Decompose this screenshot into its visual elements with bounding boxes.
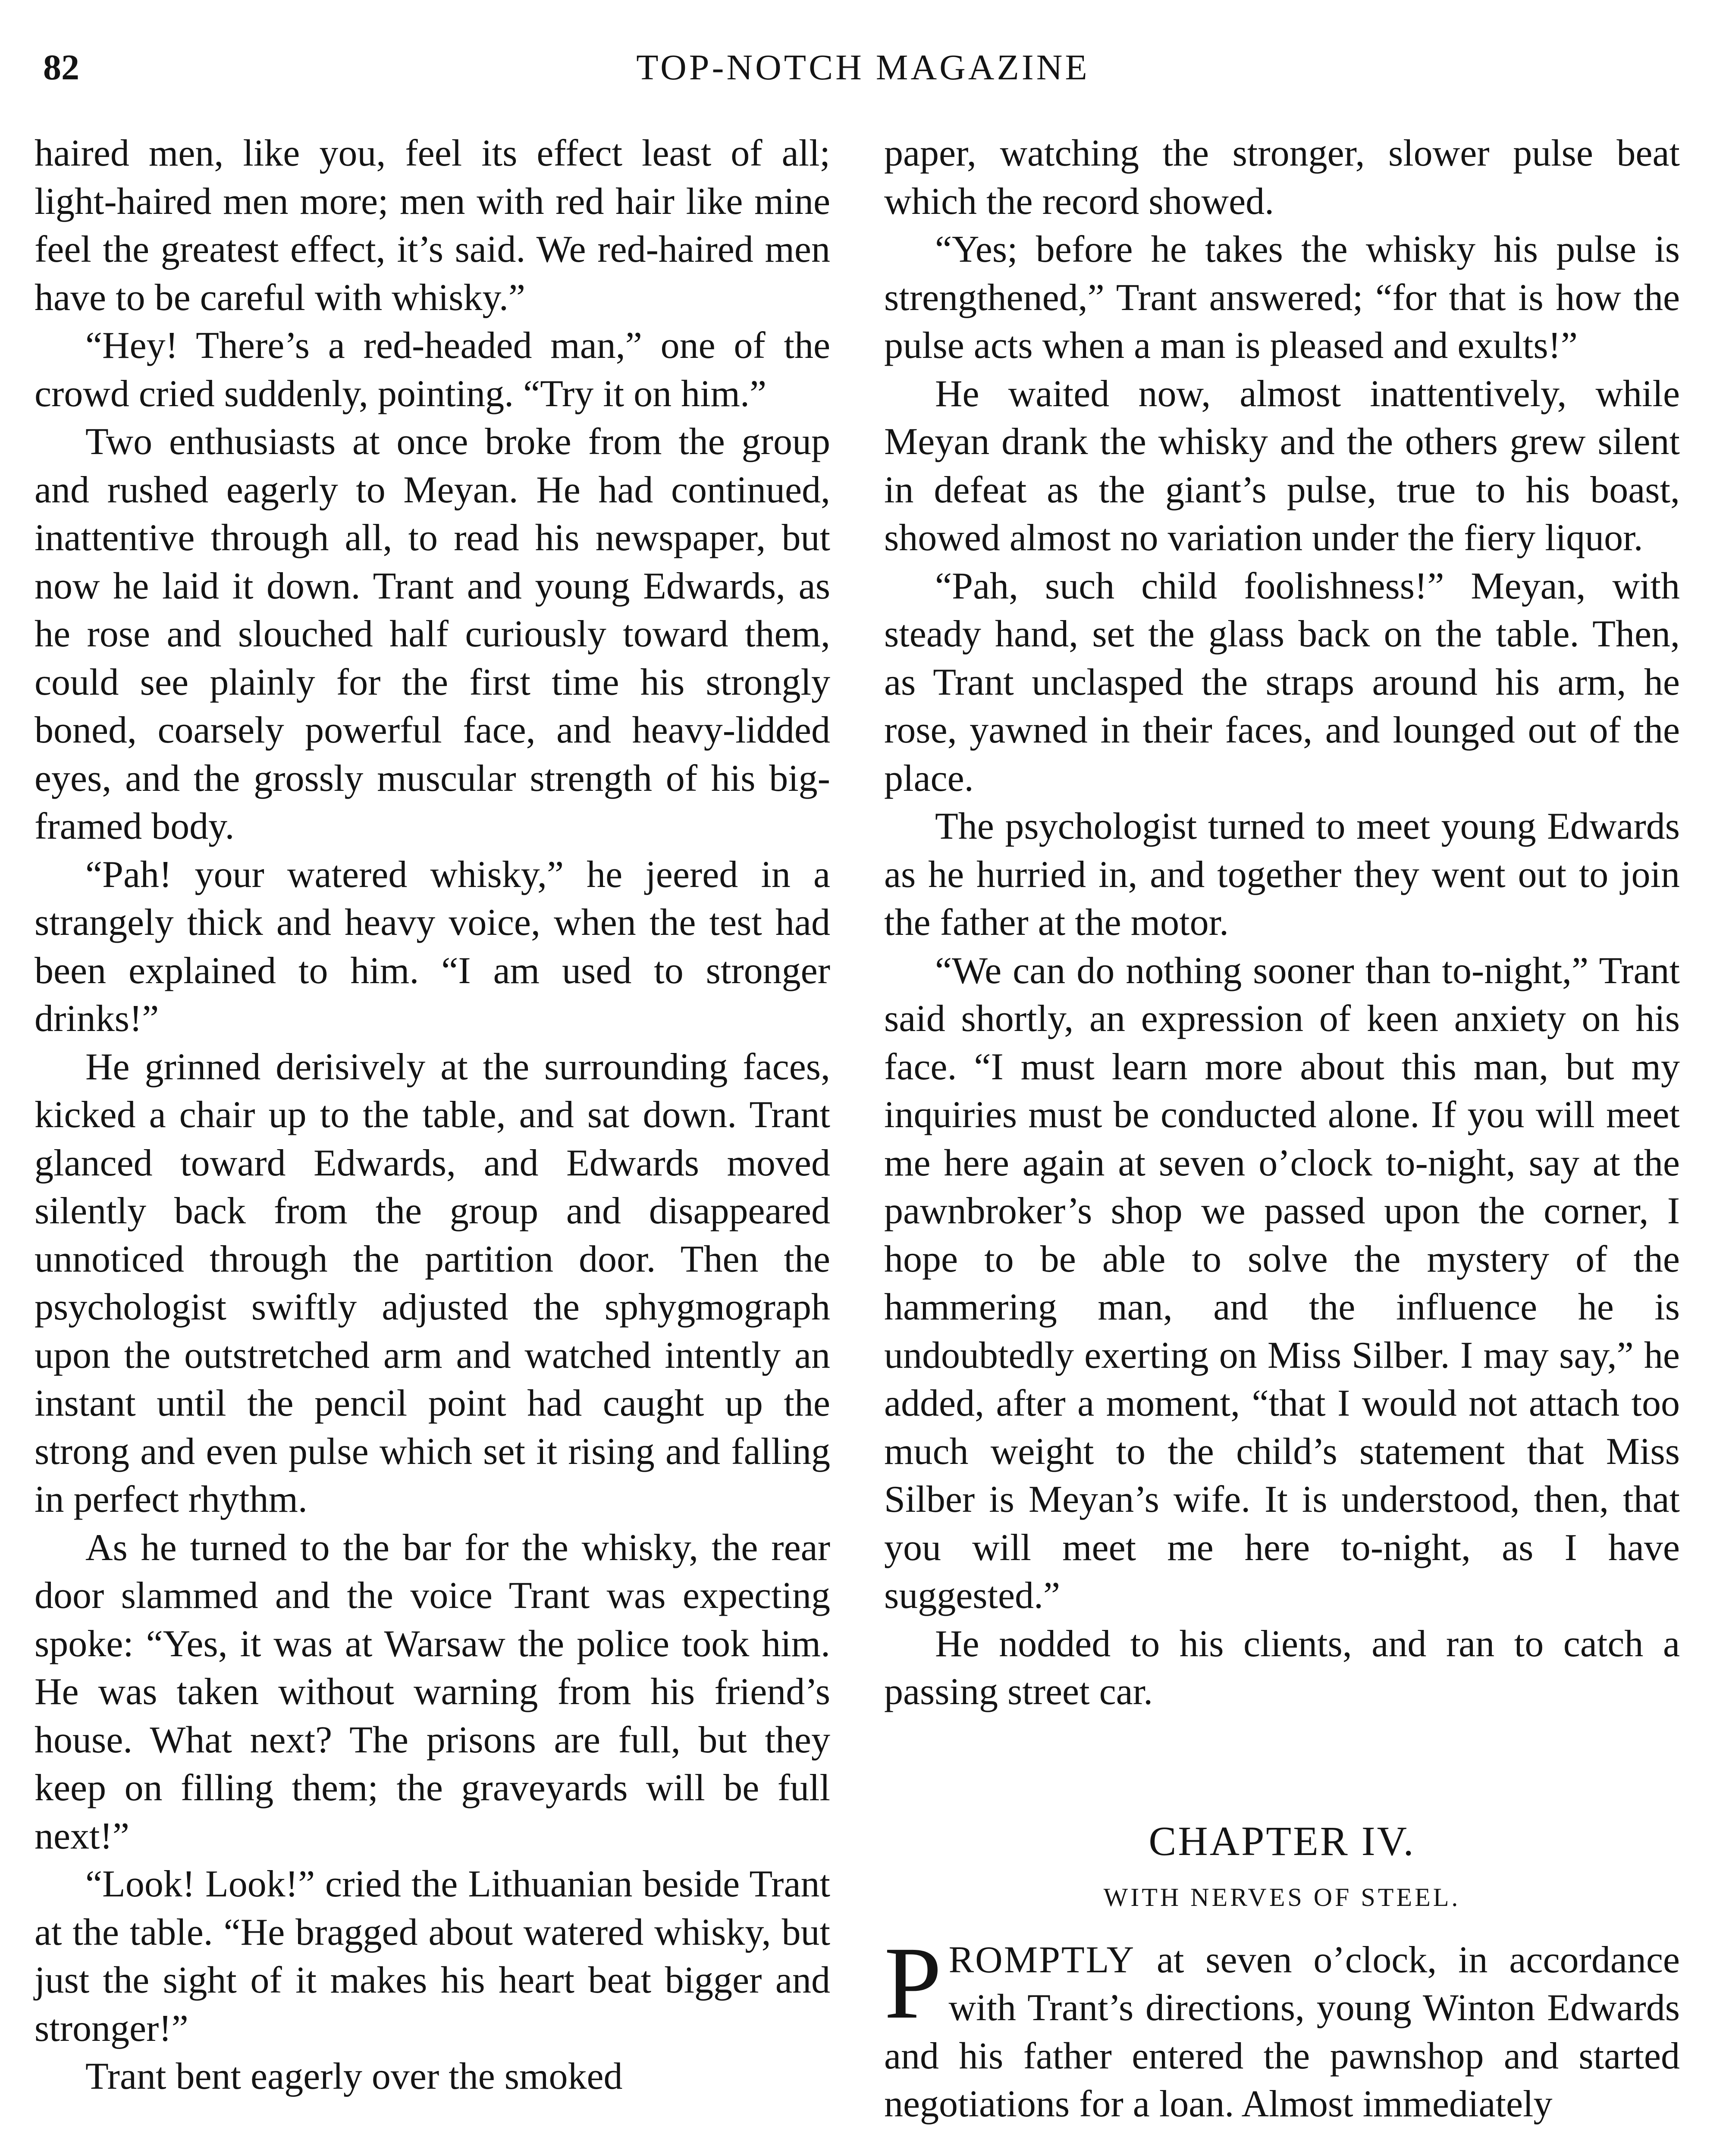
page-header [43, 47, 1683, 94]
paragraph: He waited now, almost inattentively, while Meyan drank the whisky and the others grew silent in defeat as the giant’s pulse, true to his boast, showed almost no variation under the fiery liquor. [884, 373, 1680, 559]
left-column [35, 129, 830, 2101]
paragraph: Two enthusiasts at once broke from the group and rushed eagerly to Meyan. He had continued, inattentive through all, to read his newspaper, but now he laid it down. Trant and young Edwards, as he rose and slouched half curiously toward them, could see plainly for the first time his strongly boned, coarsely powerful face, and heavy-lidded eyes, and the grossly muscular strength of his big-framed body. [35, 421, 830, 847]
page-number: 82 [43, 47, 79, 88]
paragraph: Trant bent eagerly over the smoked [85, 2056, 623, 2097]
paragraph: He grinned derisively at the surrounding faces, kicked a chair up to the table, and sat down. Trant glanced toward Edwards, and Edwards moved silently back from the group and disappeared unnoticed through the partition door. Then the psychologist swiftly adjusted the sphygmograph upon the outstretched arm and watched intently an instant until the pencil point had caught up the strong and even pulse which set it rising and falling in perfect rhythm. [35, 1046, 830, 1520]
chapter-title: CHAPTER IV. [1149, 1818, 1415, 1864]
paragraph: “Pah, such child foolishness!” Meyan, with steady hand, set the glass back on the table. Then, as Trant unclasped the straps around his arm, he rose, yawned in their faces, and lounged out of the place. [884, 565, 1680, 799]
chapter-opening-paragraph [884, 1925, 1680, 2128]
chapter-subtitle: WITH NERVES OF STEEL. [1103, 1883, 1461, 1912]
paragraph: “Pah! your watered whisky,” he jeered in a strangely thick and heavy voice, when the test had been explained to him. “I am used to stronger drinks!” [35, 853, 830, 1040]
paragraph: “Yes; before he takes the whisky his pulse is strengthened,” Trant answered; “for that is how the pulse acts when a man is pleased and exults!” [884, 229, 1680, 367]
right-column [884, 129, 1680, 2128]
drop-cap: P [884, 1925, 942, 2040]
opening-text: at seven o’clock, in accordance with Trant’s directions, young Winton Edwards and his father entered the pawnshop and started negotiations for a loan. Almost immediately [884, 1939, 1680, 2125]
running-title: TOP-NOTCH MAGAZINE [636, 47, 1090, 88]
paragraph: The psychologist turned to meet young Edwards as he hurried in, and together they went out to join the father at the motor. [884, 805, 1680, 943]
paragraph: “Hey! There’s a red-headed man,” one of the crowd cried suddenly, pointing. “Try it on him.” [35, 325, 830, 415]
paragraph: “Look! Look!” cried the Lithuanian beside Trant at the table. “He bragged about watered whisky, but just the sight of it makes his heart beat bigger and stronger!” [35, 1863, 830, 2049]
paragraph: As he turned to the bar for the whisky, the rear door slammed and the voice Trant was expecting spoke: “Yes, it was at Warsaw the police took him. He was taken without warning from his friend’s house. What next? The prisons are full, but they keep on filling them; the graveyards will be full next!” [35, 1526, 830, 1857]
paragraph: paper, watching the stronger, slower pulse beat which the record showed. [884, 132, 1680, 222]
paragraph: He nodded to his clients, and ran to catch a passing street car. [884, 1623, 1680, 1713]
paragraph: haired men, like you, feel its effect least of all; light-haired men more; men with red hair like mine feel the greatest effect, it’s said. We red-haired men have to be careful with whisky.” [35, 132, 830, 319]
paragraph: “We can do nothing sooner than to-night,” Trant said shortly, an expression of keen anxiety on his face. “I must learn more about this man, but my inquiries must be conducted alone. If you will meet me here again at seven o’clock to-night, say at the pawnbroker’s shop we passed upon the corner, I hope to be able to solve the mystery of the hammering man, and the influence he is undoubtedly exerting on Miss Silber. I may say,” he added, after a moment, “that I would not attach too much weight to the child’s statement that Miss Silber is Meyan’s wife. It is understood, then, that you will meet me here to-night, as I have suggested.” [884, 950, 1680, 1617]
opening-caps: ROMPTLY [948, 1939, 1136, 1981]
